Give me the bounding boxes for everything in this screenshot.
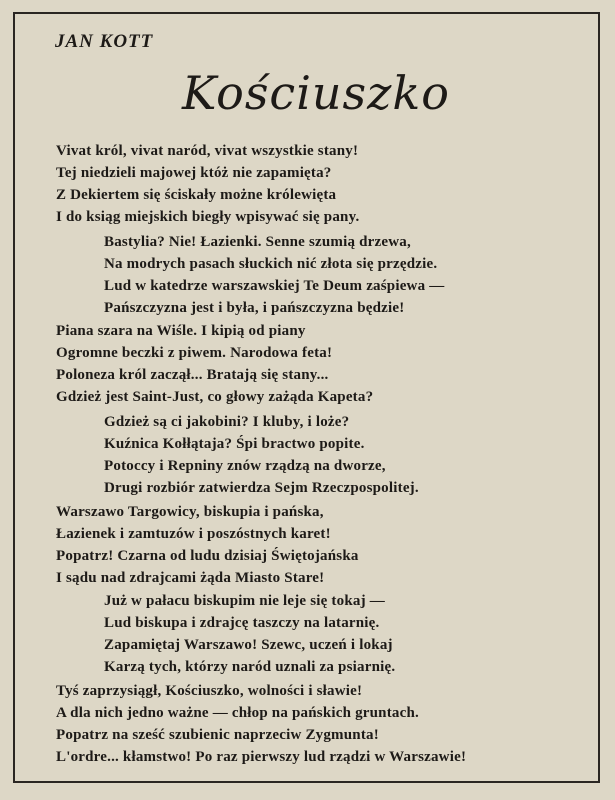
stanza-7 [56,680,466,768]
verse-line: Vivat król, vivat naród, vivat wszystkie stany! [56,143,359,159]
verse-line: Już w pałacu biskupim nie leje się tokaj — [104,593,385,609]
verse-line: Popatrz na sześć szubienic naprzeciw Zygmunta! [56,727,379,743]
stanza-4 [104,411,419,499]
verse-line: Gdzież jest Saint-Just, co głowy zażąda Kapeta? [56,389,374,405]
verse-line: Ogromne beczki z piwem. Narodowa feta! [56,345,333,361]
verse-line: Z Dekiertem się ściskały możne królewięta [56,187,337,203]
verse-line: Tyś zaprzysiągł, Kościuszko, wolności i sławie! [56,683,363,699]
stanza-6 [104,590,395,678]
verse-line: Gdzież są ci jakobini? I kluby, i loże? [104,414,350,430]
author-name: JAN KOTT [55,31,154,52]
poem-title: Kościuszko [182,66,450,120]
verse-line: L'ordre... kłamstwo! Po raz pierwszy lud rządzi w Warszawie! [56,749,467,765]
verse-line: Piana szara na Wiśle. I kipią od piany [56,323,306,339]
verse-line: Tej niedzieli majowej któż nie zapamięta? [56,165,332,181]
stanza-3 [56,320,373,408]
verse-line: Zapamiętaj Warszawo! Szewc, uczeń i lokaj [104,637,393,653]
verse-line: Potoccy i Repniny znów rządzą na dworze, [104,458,386,474]
verse-line: I sądu nad zdrajcami żąda Miasto Stare! [56,570,325,586]
verse-line: Łazienek i zamtuzów i poszóstnych karet! [56,526,331,542]
verse-line: Drugi rozbiór zatwierdza Sejm Rzeczpospolitej. [104,480,419,496]
verse-line: Popatrz! Czarna od ludu dzisiaj Świętojańska [56,548,359,564]
verse-line: Warszawo Targowicy, biskupia i pańska, [56,504,324,520]
verse-line: Kuźnica Kołłątaja? Śpi bractwo popite. [104,436,365,452]
verse-line: A dla nich jedno ważne — chłop na pańskich gruntach. [56,705,419,721]
verse-line: Bastylia? Nie! Łazienki. Senne szumią drzewa, [104,234,411,250]
verse-line: Lud w katedrze warszawskiej Te Deum zaśpiewa — [104,278,445,294]
verse-line: Pańszczyzna jest i była, i pańszczyzna będzie! [104,300,405,316]
verse-line: Lud biskupa i zdrajcę taszczy na latarnię. [104,615,380,631]
stanza-5 [56,501,359,589]
stanza-1 [56,140,359,228]
verse-line: Karzą tych, którzy naród uznali za psiarnię. [104,659,396,675]
stanza-2 [104,231,444,319]
verse-line: Na modrych pasach słuckich nić złota się przędzie. [104,256,438,272]
verse-line: Poloneza król zaczął... Bratają się stany... [56,367,329,383]
verse-line: I do ksiąg miejskich biegły wpisywać się pany. [56,209,360,225]
